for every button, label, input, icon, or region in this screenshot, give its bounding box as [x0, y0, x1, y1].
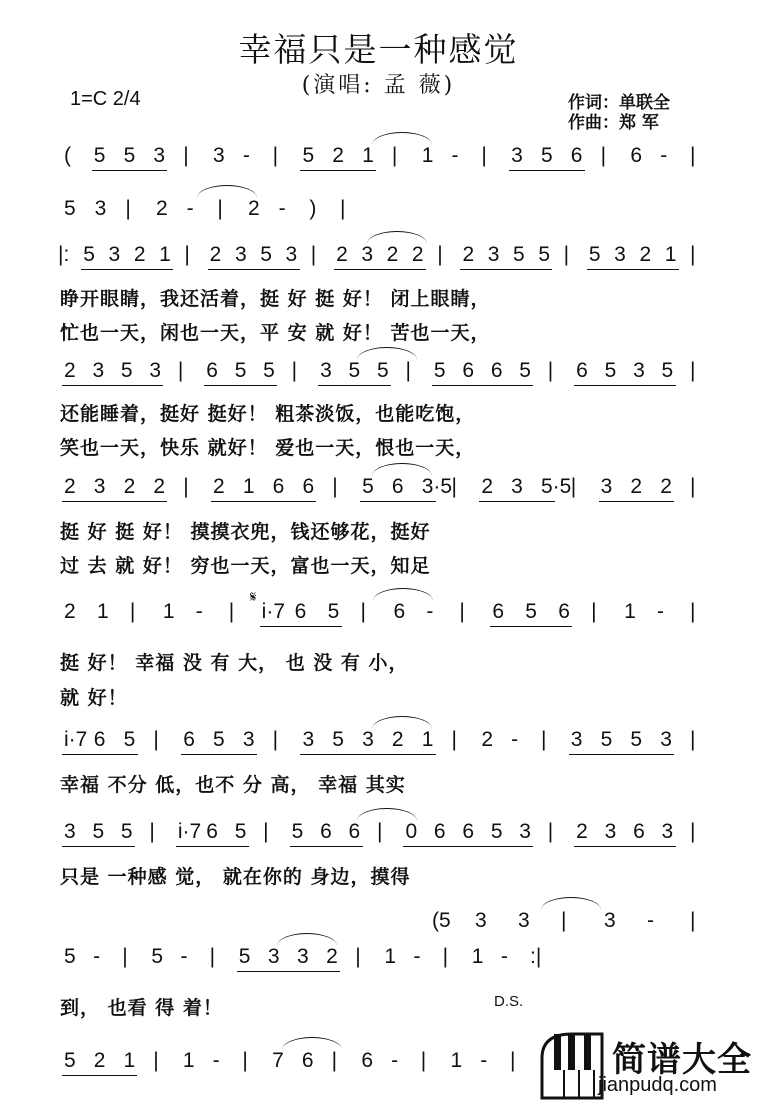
note: 1	[162, 600, 175, 623]
note: 6	[433, 820, 446, 843]
bar-line: |	[481, 144, 487, 167]
note: 5	[234, 359, 247, 382]
note: 5	[540, 144, 553, 167]
bar-line: |	[272, 144, 279, 167]
note: 5	[327, 600, 340, 623]
note: 2	[660, 475, 672, 498]
note: 5	[238, 945, 251, 968]
note: 2	[481, 728, 494, 751]
note: 6	[361, 1049, 374, 1072]
note: 5	[260, 243, 272, 266]
note: -	[660, 144, 668, 167]
note: 6	[570, 144, 583, 167]
note: 6	[490, 359, 503, 382]
note: 2	[411, 243, 424, 266]
note: 5	[213, 728, 225, 751]
bar-line: |	[690, 728, 696, 751]
note: -	[451, 144, 459, 167]
bar-line: |	[153, 1049, 159, 1072]
note: 5	[302, 144, 315, 167]
note: 6	[492, 600, 504, 623]
note: 1	[450, 1049, 463, 1072]
note: 3	[213, 144, 225, 167]
note: i·7	[261, 600, 286, 623]
bar-line: |	[209, 945, 216, 968]
note: -	[511, 728, 519, 751]
note: 2	[64, 475, 76, 498]
note: 3	[362, 728, 374, 751]
bar-line: |	[340, 197, 346, 220]
bar-line: |	[183, 475, 189, 498]
note: 2	[123, 475, 136, 498]
tie-arc	[373, 588, 433, 601]
note: 3·5	[421, 475, 453, 498]
note: 6	[391, 475, 404, 498]
note: 5	[332, 728, 344, 751]
note: 5	[362, 475, 374, 498]
note: 5	[538, 243, 550, 266]
note: 2	[630, 475, 643, 498]
note: 3	[604, 820, 617, 843]
note: 6	[272, 475, 285, 498]
beam-line	[479, 501, 555, 502]
note: 3	[487, 243, 500, 266]
performer-line: (演唱: 孟 薇)	[301, 73, 456, 98]
note: 5	[83, 243, 95, 266]
note: -	[500, 945, 508, 968]
bar-line: |	[177, 359, 184, 382]
note: 6	[294, 600, 307, 623]
bar-line: |	[690, 600, 696, 623]
beam-line	[81, 269, 173, 270]
note: -	[480, 1049, 488, 1072]
bar-line: |	[690, 144, 696, 167]
tie-arc	[372, 716, 432, 729]
note: 6	[301, 1049, 314, 1072]
note: 1	[123, 1049, 136, 1072]
note: 5	[64, 197, 76, 220]
watermark-url: jianpudq.com	[598, 1074, 717, 1096]
note: 6	[462, 820, 475, 843]
note: 3	[519, 820, 531, 843]
bar-line: |	[547, 359, 554, 382]
beam-line	[300, 754, 435, 755]
note: 3	[633, 359, 645, 382]
beam-line	[432, 385, 533, 386]
notation-row	[0, 943, 757, 977]
note: 3	[320, 359, 332, 382]
lyric-line: 只是 一种感 觉， 就在你的 身边，摸得	[60, 866, 411, 888]
song-title: 幸福只是一种感觉	[238, 30, 519, 69]
note: 2	[576, 820, 588, 843]
note: -	[647, 909, 654, 932]
beam-line	[300, 170, 376, 171]
note: 1	[624, 600, 636, 623]
beam-line	[211, 501, 316, 502]
note: 5	[291, 820, 304, 843]
bar-line: |	[149, 820, 155, 843]
beam-line	[62, 385, 163, 386]
note: 5·5	[540, 475, 572, 498]
note: 3	[361, 243, 374, 266]
note: 3	[518, 909, 530, 932]
note: 5	[661, 359, 674, 382]
notation-row	[0, 726, 757, 760]
note: 5	[263, 359, 275, 382]
note: 2	[64, 359, 76, 382]
note: -	[278, 197, 286, 220]
bar-line: |	[600, 144, 607, 167]
note: 5	[588, 243, 601, 266]
note: 5	[519, 359, 531, 382]
note: -	[413, 945, 421, 968]
note: -	[391, 1049, 399, 1072]
note: 3	[604, 909, 616, 932]
beam-line	[509, 170, 585, 171]
note: 2	[326, 945, 338, 968]
bar-line: |	[331, 1049, 338, 1072]
note: 2	[386, 243, 399, 266]
bar-line: |	[377, 820, 383, 843]
note: 1	[471, 945, 484, 968]
note: 1	[362, 144, 374, 167]
note: 6	[630, 144, 643, 167]
note: (	[64, 144, 71, 167]
note: 5	[348, 359, 361, 382]
bar-line: |	[437, 243, 443, 266]
note: 1	[421, 144, 434, 167]
bar-line: |:	[58, 243, 70, 266]
bar-line: |	[561, 909, 567, 932]
beam-line	[318, 385, 391, 386]
note: -	[93, 945, 101, 968]
note: 5	[630, 728, 643, 751]
bar-line: |	[570, 475, 577, 498]
note: 3	[64, 820, 76, 843]
note: 5	[525, 600, 537, 623]
note: -	[212, 1049, 220, 1072]
note: 1	[159, 243, 171, 266]
notation-row	[0, 907, 757, 941]
beam-line	[181, 754, 257, 755]
notation-row	[0, 195, 757, 229]
ds-mark: D.S.	[494, 993, 524, 1010]
bar-line: |	[391, 144, 398, 167]
beam-line	[290, 846, 363, 847]
note: 2	[481, 475, 494, 498]
beam-line	[176, 846, 249, 847]
note: 6	[302, 475, 315, 498]
segno-mark: 𝄋	[250, 588, 257, 606]
note: 6	[633, 820, 645, 843]
bar-line: |	[690, 909, 696, 932]
beam-line	[574, 385, 675, 386]
note: 5	[234, 820, 247, 843]
tie-arc	[372, 463, 432, 476]
note: 3	[511, 144, 523, 167]
note: 5	[600, 728, 613, 751]
note: 2	[336, 243, 348, 266]
tie-arc	[372, 132, 432, 145]
note: 3	[92, 359, 105, 382]
note: 2	[639, 243, 652, 266]
beam-line	[62, 1075, 137, 1076]
bar-line: |	[217, 197, 223, 220]
bar-line: |	[310, 243, 317, 266]
bar-line: |	[405, 359, 411, 382]
note: 3	[660, 728, 672, 751]
bar-line: |	[690, 359, 696, 382]
note: 6	[183, 728, 195, 751]
note: 3	[661, 820, 674, 843]
bar-line: |	[451, 475, 457, 498]
note: 5	[123, 728, 136, 751]
note: 2	[93, 1049, 106, 1072]
note: 1	[242, 475, 255, 498]
beam-line	[62, 754, 138, 755]
bar-line: |	[125, 197, 131, 220]
notation-row	[0, 473, 757, 507]
composer-credit: 作曲：郑 军	[568, 113, 659, 133]
note: 2	[213, 475, 225, 498]
note: 0	[405, 820, 418, 843]
note: 2	[332, 144, 344, 167]
note: 3	[511, 475, 523, 498]
beam-line	[574, 846, 675, 847]
note: 3	[475, 909, 487, 932]
note: 1	[182, 1049, 195, 1072]
note: 5	[92, 820, 105, 843]
beam-line	[92, 170, 168, 171]
note: 3	[153, 144, 166, 167]
note: 3	[93, 475, 106, 498]
lyric-line: 还能睡着，挺好 挺好！ 粗茶淡饭，也能吃饱，	[60, 403, 476, 425]
note: 1	[384, 945, 397, 968]
note: 5	[120, 359, 133, 382]
lyric-line: 到， 也看 得 着！	[60, 997, 223, 1019]
bar-line: |	[228, 600, 235, 623]
note: 2	[153, 475, 166, 498]
beam-line	[569, 754, 674, 755]
note: 2	[156, 197, 168, 220]
lyricist-credit: 作词：单联全	[568, 93, 670, 113]
notation-row	[0, 142, 757, 176]
note: 3	[297, 945, 309, 968]
note: 5	[123, 144, 136, 167]
bar-line: :|	[530, 945, 542, 968]
bar-line: |	[459, 600, 465, 623]
tie-arc	[197, 185, 257, 198]
bar-line: |	[242, 1049, 248, 1072]
lyric-line: 挺 好！ 幸福 没 有 大， 也 没 有 小，	[60, 652, 409, 674]
note: 5	[377, 359, 389, 382]
note: 5	[433, 359, 446, 382]
key-signature: 1=C 2/4	[70, 88, 141, 110]
watermark-title: 简谱大全	[612, 1040, 752, 1080]
note: 6	[393, 600, 406, 623]
note: 3	[570, 728, 583, 751]
note: (5	[432, 909, 451, 932]
beam-line	[62, 846, 135, 847]
beam-line	[334, 269, 426, 270]
tie-arc	[367, 231, 427, 244]
beam-line	[599, 501, 675, 502]
beam-line	[62, 501, 167, 502]
bar-line: |	[451, 728, 457, 751]
tie-arc	[357, 808, 417, 821]
note: 3	[242, 728, 255, 751]
note: 2	[462, 243, 475, 266]
bar-line: |	[510, 1049, 516, 1072]
note: 3	[108, 243, 121, 266]
note: 3	[285, 243, 298, 266]
lyric-line: 笑也一天，快乐 就好！ 爱也一天，恨也一天，	[60, 437, 476, 459]
bar-line: |	[332, 475, 338, 498]
note: 5	[490, 820, 503, 843]
tie-arc	[357, 347, 417, 360]
notation-row	[0, 241, 757, 275]
note: 6	[320, 820, 332, 843]
bar-line: |	[122, 945, 128, 968]
note: 2	[64, 600, 76, 623]
lyric-line: 挺 好 挺 好！ 摸摸衣兜，钱还够花，挺好	[60, 521, 431, 543]
note: 6	[576, 359, 588, 382]
bar-line: |	[360, 600, 366, 623]
lyric-line: 幸福 不分 低，也不 分 高， 幸福 其实	[60, 774, 406, 796]
bar-line: |	[690, 243, 696, 266]
bar-line: |	[355, 945, 361, 968]
bar-line: |	[272, 728, 279, 751]
beam-line	[360, 501, 436, 502]
beam-line	[460, 269, 552, 270]
lyric-line: 过 去 就 好！ 穷也一天，富也一天，知足	[60, 555, 431, 577]
note: 7	[272, 1049, 284, 1072]
note: -	[426, 600, 434, 623]
beam-line	[208, 269, 300, 270]
bar-line: |	[563, 243, 570, 266]
note: 2	[248, 197, 260, 220]
note: 6	[462, 359, 475, 382]
bar-line: |	[547, 820, 554, 843]
beam-line	[403, 846, 533, 847]
bar-line: |	[153, 728, 159, 751]
note: 6	[348, 820, 361, 843]
bar-line: |	[184, 243, 190, 266]
note: )	[309, 197, 317, 220]
bar-line: |	[183, 144, 189, 167]
note: 3	[302, 728, 315, 751]
bar-line: |	[291, 359, 298, 382]
note: -	[657, 600, 665, 623]
beam-line	[237, 971, 340, 972]
beam-line	[204, 385, 277, 386]
note: 3	[267, 945, 280, 968]
note: i·7	[177, 820, 202, 843]
note: 5	[64, 945, 76, 968]
note: -	[186, 197, 194, 220]
beam-line	[260, 626, 342, 627]
note: 6	[206, 359, 218, 382]
bar-line: |	[263, 820, 269, 843]
tie-arc	[282, 1037, 342, 1050]
notation-row	[0, 357, 757, 391]
bar-line: |	[690, 475, 696, 498]
note: 5	[513, 243, 525, 266]
bar-line: |	[591, 600, 597, 623]
bar-line: |	[420, 1049, 427, 1072]
bar-line: |	[442, 945, 449, 968]
tie-arc	[541, 897, 601, 910]
lyric-line: 睁开眼睛，我还活着，挺 好 挺 好！ 闭上眼睛，	[60, 288, 491, 310]
note: 5	[93, 144, 106, 167]
note: 3	[94, 197, 107, 220]
note: 3	[234, 243, 247, 266]
beam-line	[587, 269, 679, 270]
bar-line: |	[540, 728, 547, 751]
note: 2	[133, 243, 146, 266]
bar-line: |	[129, 600, 136, 623]
note: 5	[604, 359, 617, 382]
notation-row	[0, 818, 757, 852]
note: 6	[558, 600, 570, 623]
note: -	[195, 600, 203, 623]
note: 5	[120, 820, 133, 843]
beam-line	[490, 626, 572, 627]
lyric-line: 忙也一天，闲也一天，平 安 就 好！ 苦也一天，	[60, 322, 491, 344]
note: -	[242, 144, 250, 167]
note: 1	[96, 600, 109, 623]
note: 1	[664, 243, 677, 266]
note: 3	[149, 359, 162, 382]
note: 1	[421, 728, 434, 751]
bar-line: |	[690, 820, 696, 843]
lyric-line: 就 好！	[60, 687, 128, 709]
note: 6	[93, 728, 106, 751]
note: 6	[206, 820, 218, 843]
note: 3	[600, 475, 613, 498]
note: 3	[614, 243, 626, 266]
note: i·7	[64, 728, 88, 751]
notation-row	[0, 598, 757, 632]
note: -	[180, 945, 188, 968]
note: 2	[391, 728, 404, 751]
note: 5	[151, 945, 164, 968]
note: 2	[209, 243, 222, 266]
note: 5	[64, 1049, 76, 1072]
